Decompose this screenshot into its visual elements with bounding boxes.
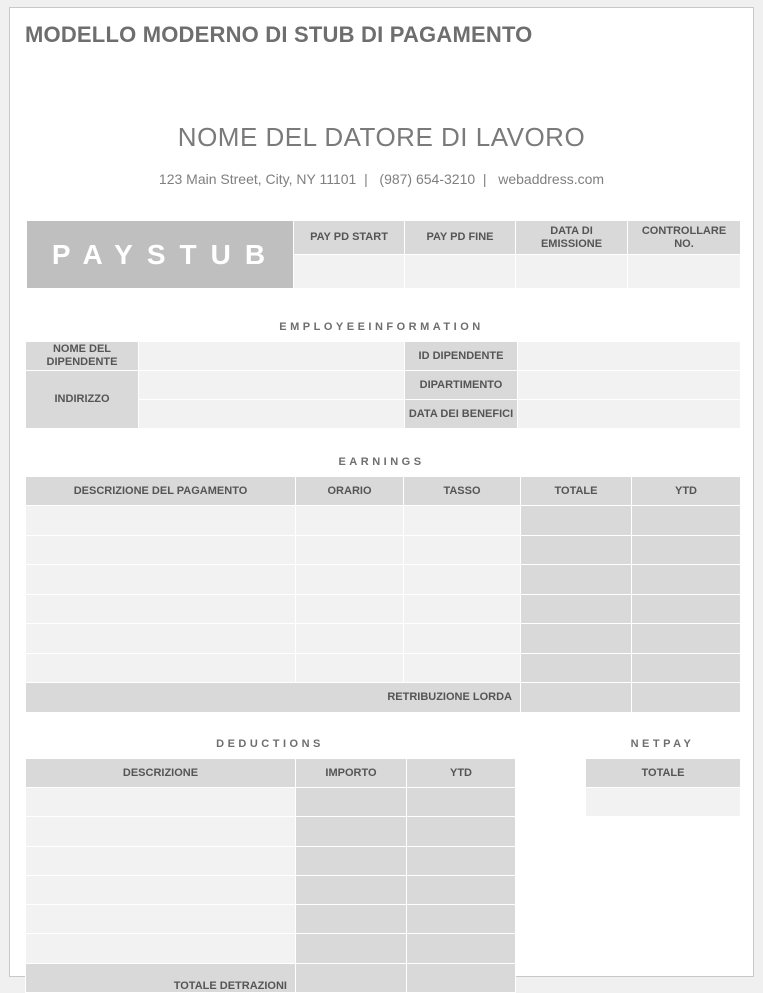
earnings-cell[interactable] xyxy=(404,594,521,624)
earnings-cell[interactable] xyxy=(296,624,404,654)
document-page xyxy=(9,7,754,992)
deductions-amount-cell[interactable] xyxy=(296,788,407,817)
employee-id-label: ID DIPENDENTE xyxy=(405,342,518,371)
earnings-ytd-cell[interactable] xyxy=(632,594,741,624)
deductions-ytd-cell[interactable] xyxy=(407,817,516,846)
deductions-amount-cell[interactable] xyxy=(296,846,407,875)
netpay-total-header: TOTALE xyxy=(586,759,741,788)
employer-address-line: 123 Main Street, City, NY 11101 | (987) 654-3210 | webaddress.com xyxy=(158,171,605,187)
deductions-amount-cell[interactable] xyxy=(296,817,407,846)
pay-period-end-cell[interactable] xyxy=(405,255,516,289)
earnings-cell[interactable] xyxy=(404,565,521,595)
deductions-row xyxy=(26,846,516,875)
deductions-row xyxy=(26,788,516,817)
earnings-row xyxy=(26,624,741,654)
deductions-cell[interactable] xyxy=(26,817,296,846)
gross-pay-ytd-cell[interactable] xyxy=(632,683,741,713)
document-title: MODELLO MODERNO DI STUB DI PAGAMENTO xyxy=(25,22,533,47)
department-cell[interactable] xyxy=(518,371,741,400)
earnings-total-header: TOTALE xyxy=(521,477,632,506)
earnings-cell[interactable] xyxy=(26,535,296,565)
benefits-date-cell[interactable] xyxy=(518,400,741,429)
issue-date-cell[interactable] xyxy=(516,255,628,289)
address-label: INDIRIZZO xyxy=(26,371,139,429)
deductions-ytd-cell[interactable] xyxy=(407,875,516,904)
deductions-ytd-header: YTD xyxy=(407,759,516,788)
deductions-row xyxy=(26,817,516,846)
check-number-header: CONTROLLARE NO. xyxy=(628,221,741,255)
deductions-amount-cell[interactable] xyxy=(296,934,407,963)
earnings-total-cell[interactable] xyxy=(521,535,632,565)
earnings-total-cell[interactable] xyxy=(521,565,632,595)
earnings-ytd-header: YTD xyxy=(632,477,741,506)
earnings-ytd-cell[interactable] xyxy=(632,624,741,654)
pay-period-start-cell[interactable] xyxy=(294,255,405,289)
earnings-cell[interactable] xyxy=(26,506,296,536)
earnings-total-cell[interactable] xyxy=(521,624,632,654)
earnings-cell[interactable] xyxy=(404,624,521,654)
earnings-cell[interactable] xyxy=(26,565,296,595)
deductions-row xyxy=(26,934,516,963)
deductions-amount-cell[interactable] xyxy=(296,875,407,904)
netpay-table xyxy=(585,758,741,817)
earnings-row xyxy=(26,506,741,536)
deductions-section-title: DEDUCTIONS xyxy=(216,738,324,750)
deductions-cell[interactable] xyxy=(26,846,296,875)
earnings-rate-header: TASSO xyxy=(404,477,521,506)
netpay-total-cell[interactable] xyxy=(586,788,741,817)
employee-info-section-title: EMPLOYEEINFORMATION xyxy=(279,321,484,333)
gross-pay-label: RETRIBUZIONE LORDA xyxy=(26,683,521,713)
deductions-ytd-cell[interactable] xyxy=(407,788,516,817)
earnings-ytd-cell[interactable] xyxy=(632,653,741,683)
deductions-cell[interactable] xyxy=(26,788,296,817)
earnings-total-cell[interactable] xyxy=(521,506,632,536)
earnings-table xyxy=(25,476,741,713)
deductions-ytd-cell[interactable] xyxy=(407,905,516,934)
department-label: DIPARTIMENTO xyxy=(405,371,518,400)
earnings-cell[interactable] xyxy=(404,535,521,565)
earnings-cell[interactable] xyxy=(404,506,521,536)
earnings-cell[interactable] xyxy=(296,565,404,595)
address-cell-line-1[interactable] xyxy=(139,371,405,400)
gross-pay-total-cell[interactable] xyxy=(521,683,632,713)
earnings-cell[interactable] xyxy=(26,594,296,624)
check-number-cell[interactable] xyxy=(628,255,741,289)
pay-period-end-header: PAY PD FINE xyxy=(405,221,516,255)
netpay-section-title: NETPAY xyxy=(630,738,695,750)
earnings-ytd-cell[interactable] xyxy=(632,506,741,536)
earnings-description-header: DESCRIZIONE DEL PAGAMENTO xyxy=(26,477,296,506)
total-deductions-label: TOTALE DETRAZIONI xyxy=(26,963,296,992)
deductions-description-header: DESCRIZIONE xyxy=(26,759,296,788)
earnings-row xyxy=(26,535,741,565)
earnings-cell[interactable] xyxy=(296,594,404,624)
earnings-cell[interactable] xyxy=(296,535,404,565)
earnings-hours-header: ORARIO xyxy=(296,477,404,506)
earnings-row xyxy=(26,594,741,624)
deductions-ytd-cell[interactable] xyxy=(407,934,516,963)
total-deductions-amount-cell[interactable] xyxy=(296,963,407,992)
earnings-row xyxy=(26,653,741,683)
deductions-amount-header: IMPORTO xyxy=(296,759,407,788)
earnings-cell[interactable] xyxy=(404,653,521,683)
benefits-date-label: DATA DEI BENEFICI xyxy=(405,400,518,429)
employee-info-table xyxy=(25,341,741,429)
deductions-cell[interactable] xyxy=(26,934,296,963)
paystub-label: PAYSTUB xyxy=(27,221,294,289)
deductions-table xyxy=(25,758,516,993)
paystub-table xyxy=(26,220,741,289)
issue-date-header: DATA DI EMISSIONE xyxy=(516,221,628,255)
earnings-ytd-cell[interactable] xyxy=(632,535,741,565)
address-cell-line-2[interactable] xyxy=(139,400,405,429)
earnings-cell[interactable] xyxy=(26,653,296,683)
employee-name-label: NOME DEL DIPENDENTE xyxy=(26,342,139,371)
deductions-cell[interactable] xyxy=(26,905,296,934)
employer-name: NOME DEL DATORE DI LAVORO xyxy=(177,122,586,152)
deductions-cell[interactable] xyxy=(26,875,296,904)
earnings-cell[interactable] xyxy=(296,653,404,683)
deductions-ytd-cell[interactable] xyxy=(407,846,516,875)
pay-period-start-header: PAY PD START xyxy=(294,221,405,255)
earnings-cell[interactable] xyxy=(296,506,404,536)
earnings-row xyxy=(26,565,741,595)
employee-name-cell[interactable] xyxy=(139,342,405,371)
employee-id-cell[interactable] xyxy=(518,342,741,371)
earnings-cell[interactable] xyxy=(26,624,296,654)
deductions-row xyxy=(26,875,516,904)
deductions-amount-cell[interactable] xyxy=(296,905,407,934)
total-deductions-ytd-cell[interactable] xyxy=(407,963,516,992)
deductions-row xyxy=(26,905,516,934)
earnings-section-title: EARNINGS xyxy=(338,456,425,468)
earnings-ytd-cell[interactable] xyxy=(632,565,741,595)
earnings-total-cell[interactable] xyxy=(521,594,632,624)
earnings-total-cell[interactable] xyxy=(521,653,632,683)
